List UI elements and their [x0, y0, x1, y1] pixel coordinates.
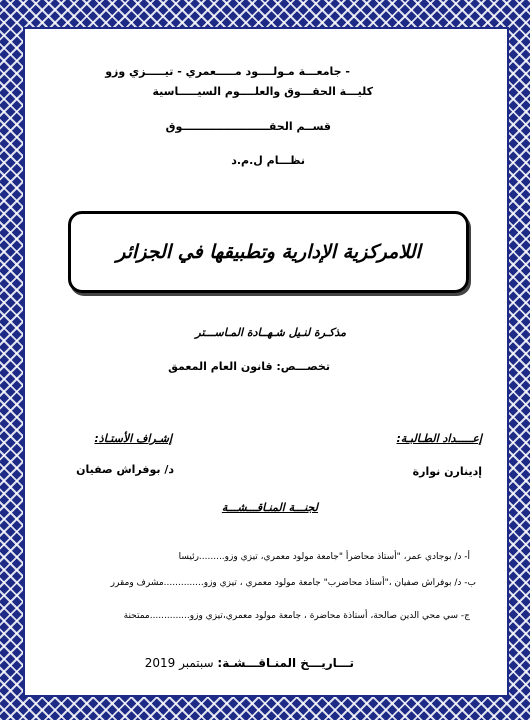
student-name: إدينارن نوارة	[412, 465, 482, 478]
supervisor-name: د/ بوفراش صفيان	[76, 463, 174, 476]
defense-date-value: سبتمبر 2019	[144, 656, 214, 670]
defense-date	[145, 656, 354, 670]
specialty: تخصـــص: قانون العام المعمق	[168, 360, 330, 373]
faculty-name: كليـــة الحقـــوق والعلــــوم السيـــــاسية	[152, 85, 373, 98]
department-name: قســم الحقـــــــــــــــــــــــوق	[165, 120, 331, 133]
university-name: - جامعـــة مـولــــود مـــــعمري - تيـــــزي وزو	[105, 65, 350, 78]
study-system: نظـــام ل.م.د	[231, 154, 305, 167]
prepared-by-label: إعـــــداد الطـالبـة:	[396, 432, 482, 445]
defense-date-label: تـــاريـــخ المنـاقـــشـة:	[217, 656, 354, 670]
supervised-by-label: إشـراف الأستـاذ:	[94, 432, 172, 445]
committee-label: لجنـــة المنـاقـــشـــة	[221, 501, 318, 514]
thesis-title: اللامركزية الإدارية وتطبيقها في الجزائر	[116, 241, 421, 263]
committee-member-supervisor: ب- د/ بوفراش صفيان ،"أستاذ محاضرب" جامعة مولود معمري ، تيزي وزو..............مشرف ومقرر	[110, 578, 476, 588]
committee-member-examiner: ج- سي محي الدين صالحة، أستاذة محاضرة ، جامعة مولود معمري،تيزي وزو..............ممتحنة	[123, 611, 470, 621]
committee-member-president: أ- د/ بوجادي عمر، "أستاذ محاضرأ "جامعة مولود معمري، تيزي وزو.........رئيسا	[178, 552, 470, 562]
memo-purpose: مذكـرة لنـيل شـهــادة المـاســـتر	[195, 326, 346, 339]
thesis-title-box	[68, 211, 469, 293]
